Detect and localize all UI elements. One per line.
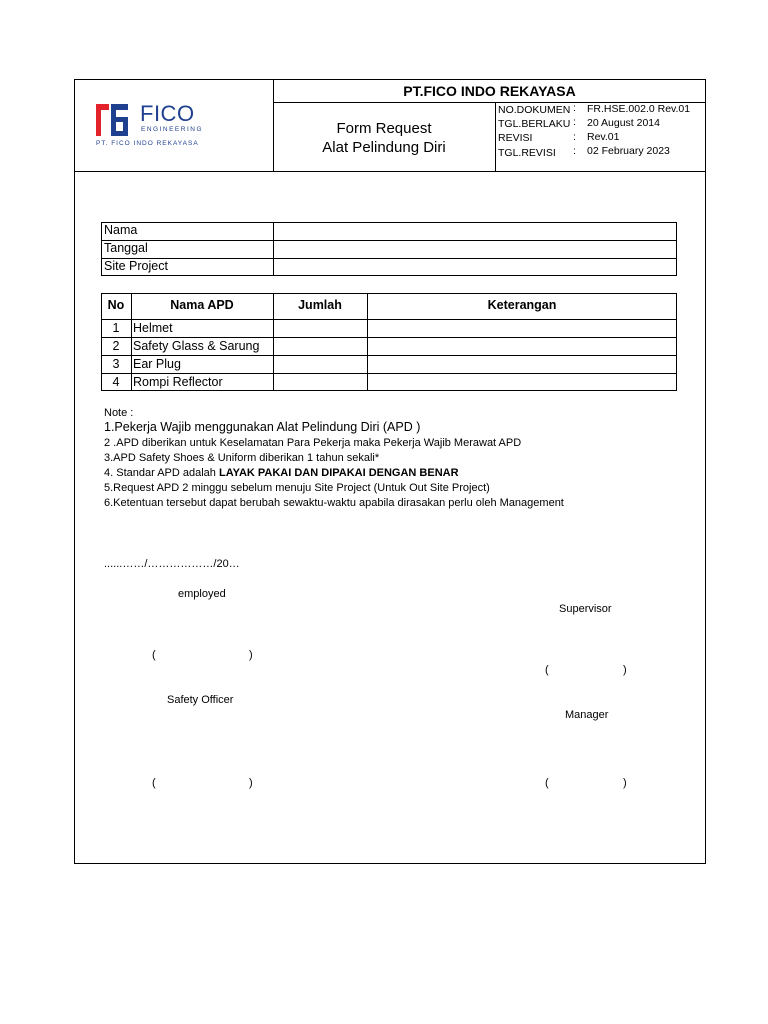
info-label-nama: Nama [104, 223, 138, 237]
apd-row-line [101, 373, 677, 374]
apd-header-line [101, 319, 677, 320]
apd-row-line [101, 355, 677, 356]
form-title [273, 119, 495, 157]
doc-sep-tgl-revisi: : [573, 145, 576, 157]
notes-line-6: 6.Ketentuan tersebut dapat berubah sewaktu-waktu apabila dirasakan perlu oleh Management [104, 497, 564, 509]
notes-line-2: 2 .APD diberikan untuk Keselamatan Para Pekerja maka Pekerja Wajib Merawat APD [104, 437, 522, 449]
apd-row-no: 2 [112, 339, 120, 353]
info-col-line [273, 222, 274, 276]
form-title-line2: Alat Pelindung Diri [322, 139, 446, 156]
form-title-line1: Form Request [336, 120, 432, 137]
doc-label-tgl-revisi: TGL.REVISI [498, 147, 556, 159]
doc-value-no: FR.HSE.002.0 Rev.01 [587, 103, 691, 115]
notes-line-3: 3.APD Safety Shoes & Uniform diberikan 1 tahun sekali* [104, 452, 380, 464]
doc-label-revisi: REVISI [498, 132, 533, 144]
apd-row-name: Rompi Reflector [133, 375, 223, 389]
info-table [101, 222, 677, 276]
logo-subtitle: ENGINEERING [141, 126, 204, 133]
apd-row-no: 4 [112, 375, 120, 389]
apd-row-name: Helmet [133, 321, 173, 335]
title-divider [495, 102, 496, 171]
sig-safety-officer-close: ) [249, 777, 253, 789]
info-row-line [101, 240, 677, 241]
doc-sep-revisi: : [573, 131, 576, 143]
info-row-line [101, 258, 677, 259]
apd-row-no: 3 [112, 357, 120, 371]
logo-name: FICO [140, 101, 195, 126]
doc-value-tgl-revisi: 02 February 2023 [587, 145, 670, 157]
info-label-tanggal: Tanggal [104, 241, 148, 255]
doc-sep-tgl-berlaku: : [573, 116, 576, 128]
date-line: ......……/………………/20… [104, 558, 240, 570]
doc-value-tgl-berlaku: 20 August 2014 [587, 117, 660, 129]
notes-title: Note : [104, 407, 134, 419]
label-supervisor: Supervisor [559, 603, 612, 615]
sig-manager-open: ( [545, 777, 549, 789]
doc-label-tgl-berlaku: TGL.BERLAKU [498, 118, 571, 130]
notes-line-5: 5.Request APD 2 minggu sebelum menuju Site Project (Untuk Out Site Project) [104, 482, 490, 494]
sig-manager-close: ) [623, 777, 627, 789]
company-name: PT.FICO INDO REKAYASA [403, 83, 576, 99]
label-employed: employed [178, 588, 226, 600]
logo-company: PT. FICO INDO REKAYASA [96, 140, 199, 147]
apd-row-line [101, 337, 677, 338]
doc-sep-no: : [573, 102, 576, 114]
sig-employed-open: ( [152, 649, 156, 661]
apd-row-no: 1 [112, 321, 120, 335]
apd-row-name: Ear Plug [133, 357, 181, 371]
sig-supervisor-close: ) [623, 664, 627, 676]
apd-header-name: Nama APD [170, 298, 234, 312]
sig-employed-close: ) [249, 649, 253, 661]
doc-label-no: NO.DOKUMEN [498, 104, 571, 116]
notes-line-1: 1.Pekerja Wajib menggunakan Alat Pelindung Diri (APD ) [104, 420, 421, 434]
apd-header-note: Keterangan [487, 298, 557, 312]
label-manager: Manager [565, 709, 609, 721]
apd-header-qty: Jumlah [298, 298, 342, 312]
doc-value-revisi: Rev.01 [587, 131, 620, 143]
apd-row-name: Safety Glass & Sarung [133, 339, 260, 353]
sig-safety-officer-open: ( [152, 777, 156, 789]
sig-supervisor-open: ( [545, 664, 549, 676]
info-label-site-project: Site Project [104, 259, 168, 273]
label-safety-officer: Safety Officer [167, 694, 234, 706]
fico-logo-icon [96, 104, 128, 136]
notes-line-4 [104, 467, 459, 479]
apd-header-no: No [107, 298, 125, 312]
header-bottom-line [74, 171, 706, 172]
notes-line-4-prefix: 4. Standar APD adalah [104, 467, 219, 479]
notes-line-4-emphasis: LAYAK PAKAI DAN DIPAKAI DENGAN BENAR [218, 467, 459, 479]
